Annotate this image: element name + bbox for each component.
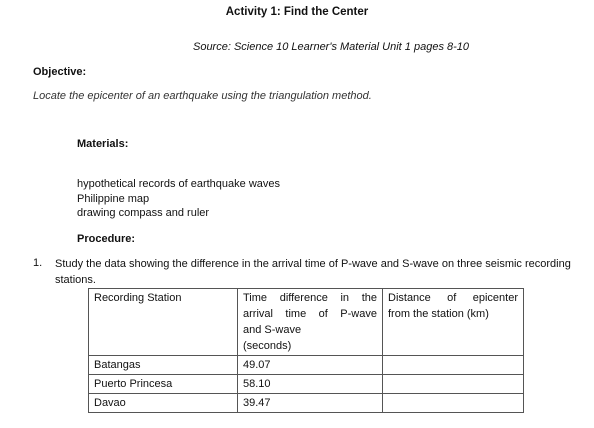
data-table <box>88 288 524 413</box>
cell-distance[interactable] <box>383 375 524 394</box>
table-row <box>89 394 524 413</box>
materials-item: hypothetical records of earthquake waves <box>77 178 281 190</box>
cell-station: Davao <box>89 394 238 413</box>
header-distance-line: Distance of epicenter <box>388 292 518 304</box>
header-time-line: arrival time of P-wave <box>243 308 377 320</box>
table-header-row <box>89 289 524 356</box>
objective-heading: Objective: <box>33 66 87 78</box>
step-number: 1. <box>33 257 43 269</box>
materials-list <box>77 177 280 221</box>
header-time-line: (seconds) <box>243 340 292 352</box>
cell-time: 49.07 <box>238 356 383 375</box>
header-recording-station: Recording Station <box>89 289 238 356</box>
step-text: Study the data showing the difference in the arrival time of P-wave and S-wave on three seismic recording stations. <box>55 258 571 286</box>
header-time-difference <box>238 289 383 356</box>
source-citation: Source: Science 10 Learner's Material Unit 1 pages 8-10 <box>192 41 470 53</box>
cell-time: 58.10 <box>238 375 383 394</box>
table-row <box>89 356 524 375</box>
header-time-line: Time difference in the <box>243 292 377 304</box>
objective-text: Locate the epicenter of an earthquake using the triangulation method. <box>33 90 372 102</box>
table-row <box>89 375 524 394</box>
header-distance-line: from the station (km) <box>388 308 489 320</box>
cell-time: 39.47 <box>238 394 383 413</box>
procedure-heading: Procedure: <box>77 233 136 245</box>
activity-title: Activity 1: Find the Center <box>225 6 369 18</box>
materials-heading: Materials: <box>77 138 129 150</box>
header-time-line: and S-wave <box>243 324 302 336</box>
header-distance <box>383 289 524 356</box>
cell-station: Puerto Princesa <box>89 375 238 394</box>
cell-station: Batangas <box>89 356 238 375</box>
cell-distance[interactable] <box>383 356 524 375</box>
materials-item: drawing compass and ruler <box>77 207 210 219</box>
materials-item: Philippine map <box>77 192 150 205</box>
cell-distance[interactable] <box>383 394 524 413</box>
